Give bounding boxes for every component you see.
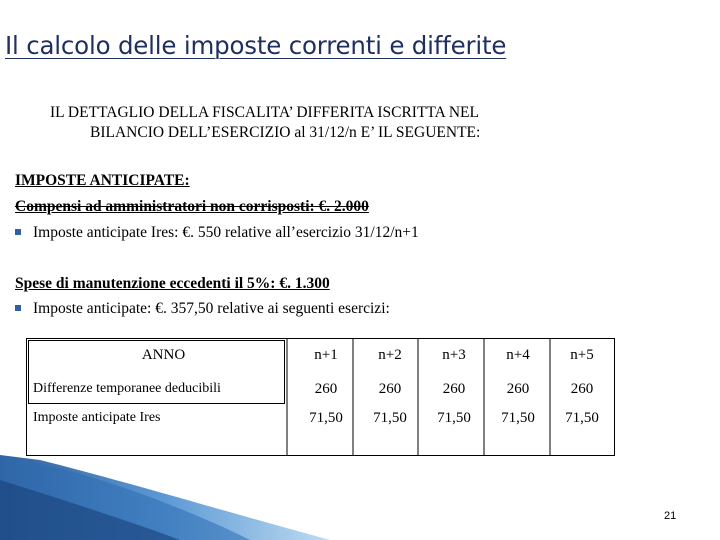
table-cell: 71,50 bbox=[437, 410, 471, 426]
slide-title: Il calcolo delle imposte correnti e differite bbox=[5, 31, 507, 60]
section2-subheading: Spese di manutenzione eccedenti il 5%: €. 1.300 bbox=[15, 275, 330, 292]
table-header-cell: n+5 bbox=[570, 346, 594, 363]
table-cell: 260 bbox=[378, 380, 402, 397]
table-header-cell: n+1 bbox=[314, 346, 338, 363]
table-cell: 71,50 bbox=[373, 410, 407, 426]
table-header-cell: n+4 bbox=[506, 346, 530, 363]
table-cell: 260 bbox=[570, 380, 594, 397]
subtitle-line-2: BILANCIO DELL’ESERCIZIO al 31/12/n E’ IL SEGUENTE: bbox=[90, 124, 481, 141]
table-header-cell: ANNO bbox=[141, 346, 186, 363]
table-cell: Imposte anticipate Ires bbox=[33, 410, 161, 425]
table-header-cell: n+3 bbox=[442, 346, 466, 363]
table-header-cell: n+2 bbox=[378, 346, 402, 363]
table-cell: 260 bbox=[442, 380, 466, 397]
section-heading-imposte-anticipate: IMPOSTE ANTICIPATE: bbox=[15, 172, 190, 189]
table-cell: 260 bbox=[506, 380, 530, 397]
table-cell: 260 bbox=[314, 380, 338, 397]
page-number: 21 bbox=[664, 510, 677, 522]
table-cell: 71,50 bbox=[309, 410, 343, 426]
section2-bullet-text: Imposte anticipate: €. 357,50 relative ai seguenti esercizi: bbox=[33, 300, 390, 317]
table-cell: 71,50 bbox=[501, 410, 535, 426]
table-cell: 71,50 bbox=[565, 410, 599, 426]
subtitle-line-1: IL DETTAGLIO DELLA FISCALITA’ DIFFERITA ISCRITTA NEL bbox=[50, 104, 479, 121]
table-cell: Differenze temporanee deducibili bbox=[33, 381, 221, 396]
section1-bullet-text: Imposte anticipate Ires: €. 550 relative all’esercizio 31/12/n+1 bbox=[33, 224, 419, 241]
slide-decoration-wave bbox=[0, 450, 720, 540]
section1-subheading-text: Compensi ad amministratori non corrisposti: €. 2.000 bbox=[15, 198, 369, 215]
